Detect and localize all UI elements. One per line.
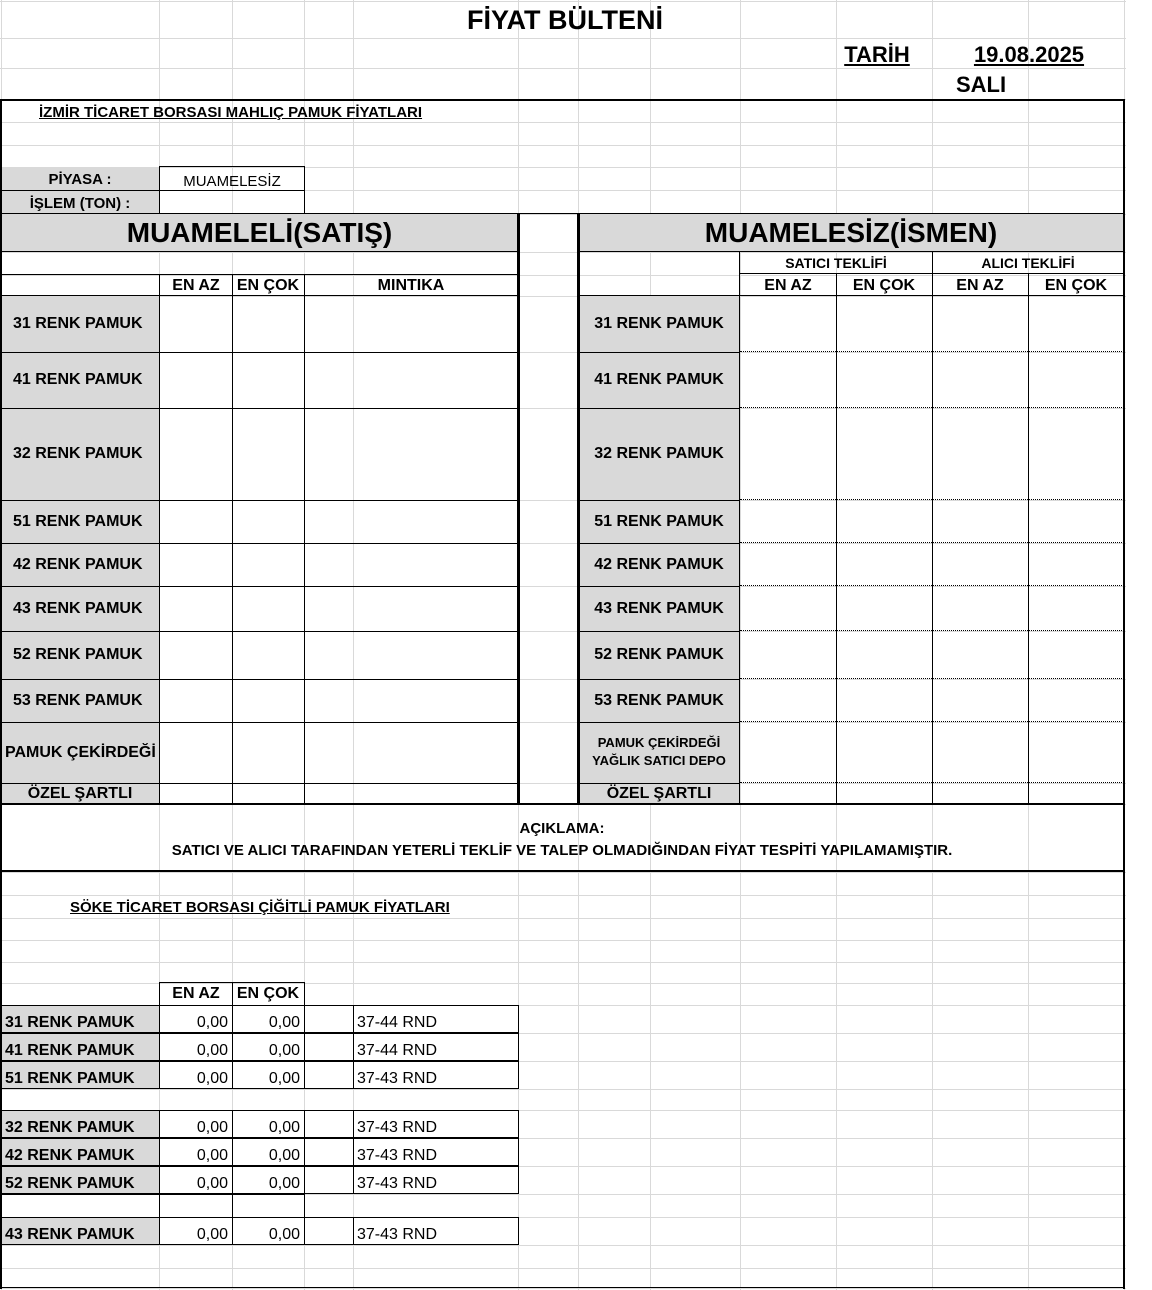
soke-row-region: 37-43 RND xyxy=(357,1119,438,1136)
left-row-53: 53 RENK PAMUK xyxy=(13,691,143,709)
soke-row-label: 41 RENK PAMUK xyxy=(5,1042,135,1059)
soke-row-label: 52 RENK PAMUK xyxy=(5,1175,135,1192)
left-row-52: 52 RENK PAMUK xyxy=(13,646,143,663)
soke-row-max: 0,00 xyxy=(268,1119,300,1136)
izmir-heading: İZMİR TİCARET BORSASI MAHLIÇ PAMUK FİYATLARI xyxy=(39,103,423,121)
soke-row-region: 37-43 RND xyxy=(357,1070,438,1087)
islem-label: İŞLEM (TON) : xyxy=(29,194,131,212)
soke-row-min: 0,00 xyxy=(196,1175,228,1192)
soke-row-min: 0,00 xyxy=(196,1070,228,1087)
left-row-special: ÖZEL ŞARTLI xyxy=(27,784,133,802)
soke-row-max: 0,00 xyxy=(268,1070,300,1087)
right-row-52: 52 RENK PAMUK xyxy=(594,646,724,663)
soke-row-label: 42 RENK PAMUK xyxy=(5,1147,135,1164)
soke-row-label: 43 RENK PAMUK xyxy=(5,1226,135,1243)
soke-row-region: 37-44 RND xyxy=(357,1014,438,1031)
soke-heading: SÖKE TİCARET BORSASI ÇİĞİTLİ PAMUK FİYATLARI xyxy=(70,898,450,916)
date-value: 19.08.2025 xyxy=(973,42,1085,67)
soke-row-max: 0,00 xyxy=(268,1175,300,1192)
soke-row-region: 37-44 RND xyxy=(357,1042,438,1059)
soke-row-region: 37-43 RND xyxy=(357,1147,438,1164)
left-row-seed: PAMUK ÇEKİRDEĞİ xyxy=(5,743,156,761)
left-row-42: 42 RENK PAMUK xyxy=(13,555,143,573)
buyer-offer-header: ALICI TEKLİFİ xyxy=(981,255,1075,271)
soke-row-min: 0,00 xyxy=(196,1042,228,1059)
seller-col-min: EN AZ xyxy=(764,276,812,294)
left-col-region: MINTIKA xyxy=(377,276,445,294)
soke-row-max: 0,00 xyxy=(268,1226,300,1243)
left-section-title: MUAMELELİ(SATIŞ) xyxy=(126,217,393,248)
piyasa-label: PİYASA : xyxy=(48,171,112,188)
right-row-seed-sub: YAĞLIK SATICI DEPO xyxy=(592,752,726,768)
day-name: SALI xyxy=(955,71,1007,97)
soke-row-max: 0,00 xyxy=(268,1042,300,1059)
seller-offer-header: SATICI TEKLİFİ xyxy=(785,255,887,271)
soke-col-max: EN ÇOK xyxy=(236,985,300,1002)
soke-row-max: 0,00 xyxy=(268,1147,300,1164)
piyasa-value: MUAMELESİZ xyxy=(183,172,281,190)
buyer-col-max: EN ÇOK xyxy=(1044,276,1108,294)
soke-row-label: 32 RENK PAMUK xyxy=(5,1119,135,1136)
right-row-43: 43 RENK PAMUK xyxy=(594,599,724,617)
right-row-32: 32 RENK PAMUK xyxy=(594,445,724,462)
left-row-43: 43 RENK PAMUK xyxy=(13,599,143,617)
right-row-41: 41 RENK PAMUK xyxy=(594,371,724,388)
seller-col-max: EN ÇOK xyxy=(852,276,916,294)
soke-row-min: 0,00 xyxy=(196,1119,228,1136)
right-row-53: 53 RENK PAMUK xyxy=(594,691,724,709)
left-row-41: 41 RENK PAMUK xyxy=(13,371,143,388)
left-row-51: 51 RENK PAMUK xyxy=(13,512,143,530)
right-row-31: 31 RENK PAMUK xyxy=(594,315,724,332)
right-section-title: MUAMELESİZ(İSMEN) xyxy=(704,217,998,248)
soke-row-region: 37-43 RND xyxy=(357,1226,438,1243)
page-title: FİYAT BÜLTENİ xyxy=(466,4,663,35)
note-title: AÇIKLAMA: xyxy=(519,819,605,837)
right-row-seed: PAMUK ÇEKİRDEĞİ xyxy=(597,734,721,750)
soke-row-min: 0,00 xyxy=(196,1014,228,1031)
soke-col-min: EN AZ xyxy=(172,985,220,1002)
left-row-31: 31 RENK PAMUK xyxy=(13,315,143,332)
soke-row-min: 0,00 xyxy=(196,1226,228,1243)
right-row-special: ÖZEL ŞARTLI xyxy=(606,784,712,802)
date-label: TARİH xyxy=(844,42,910,67)
note-text: SATICI VE ALICI TARAFINDAN YETERLİ TEKLİF VE TALEP OLMADIĞINDAN FİYAT TESPİTİ YAPILAMAMIŞTIR. xyxy=(171,841,953,859)
buyer-col-min: EN AZ xyxy=(956,276,1004,294)
soke-row-max: 0,00 xyxy=(268,1014,300,1031)
soke-row-label: 51 RENK PAMUK xyxy=(5,1070,135,1087)
right-row-51: 51 RENK PAMUK xyxy=(594,512,724,530)
left-col-min: EN AZ xyxy=(172,276,220,294)
left-row-32: 32 RENK PAMUK xyxy=(13,445,143,462)
soke-row-min: 0,00 xyxy=(196,1147,228,1164)
soke-row-label: 31 RENK PAMUK xyxy=(5,1014,135,1031)
soke-row-region: 37-43 RND xyxy=(357,1175,438,1192)
right-row-42: 42 RENK PAMUK xyxy=(594,555,724,573)
left-col-max: EN ÇOK xyxy=(236,276,300,294)
